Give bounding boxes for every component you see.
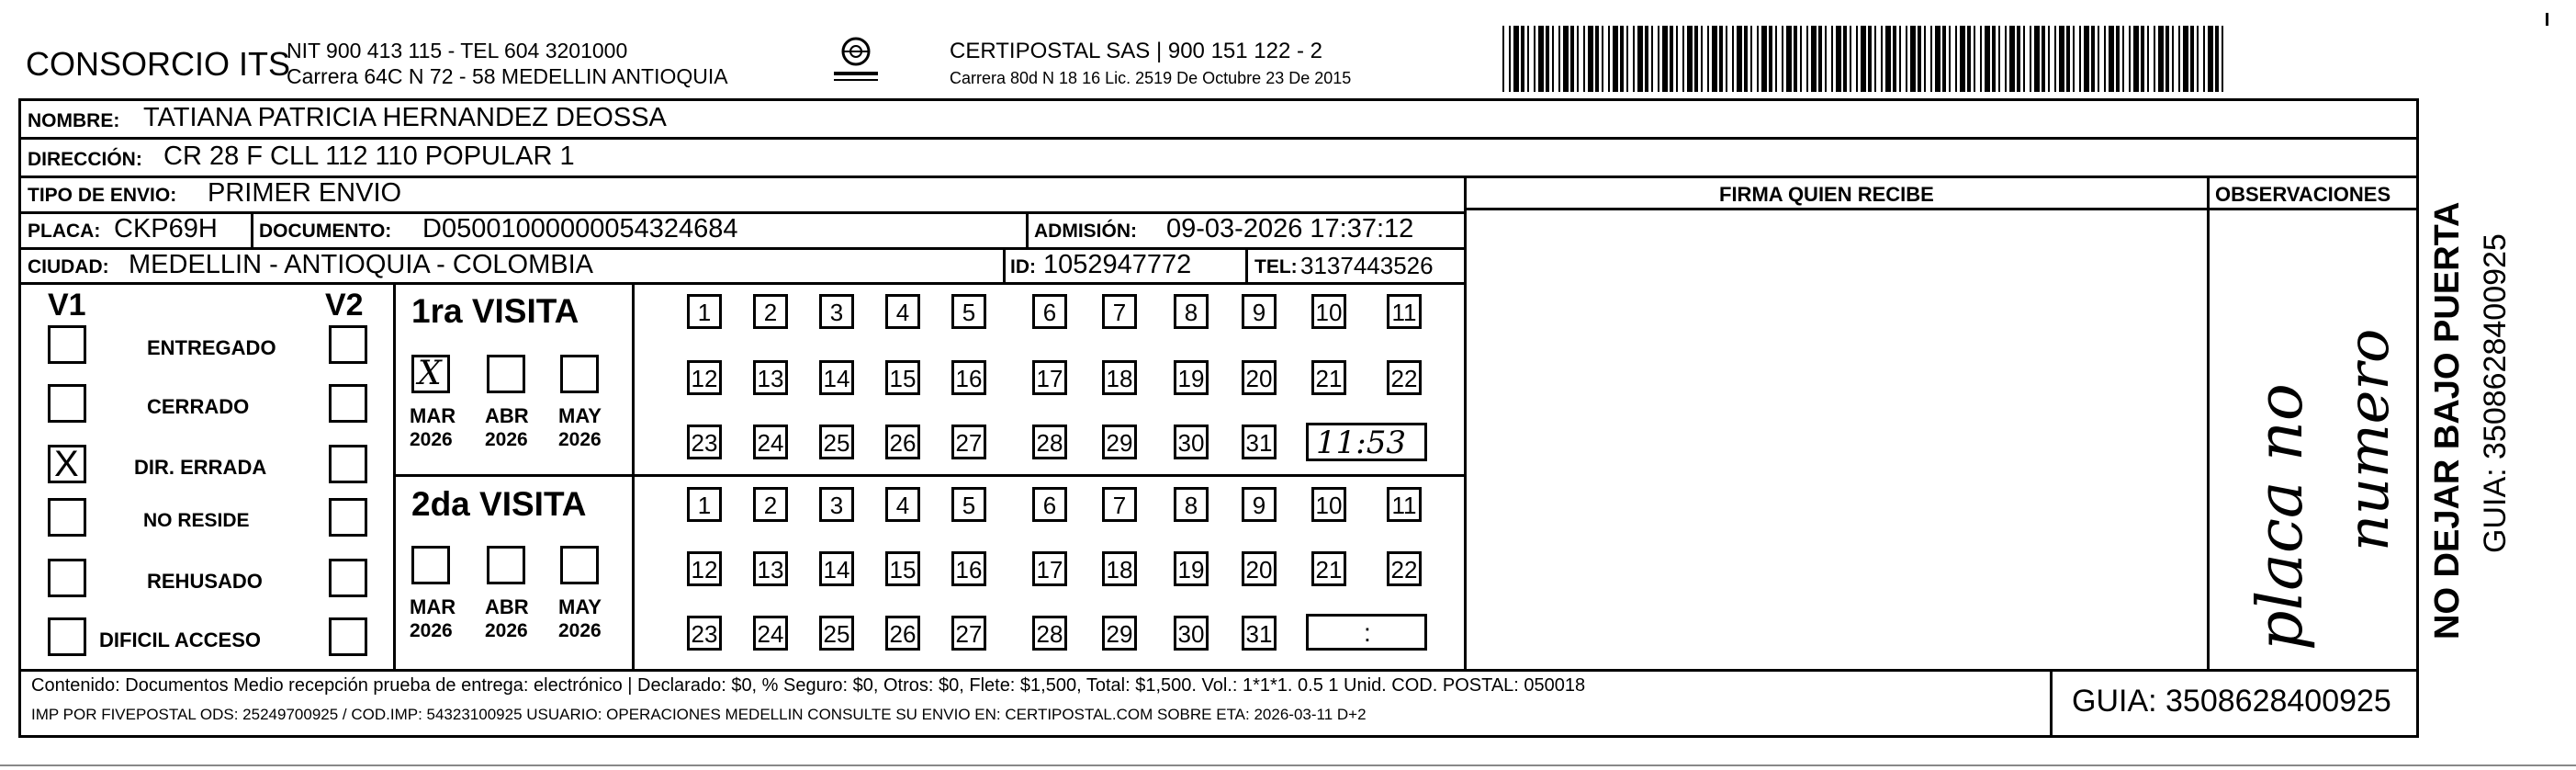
visit2-time-box	[1306, 614, 1427, 651]
visit1-day-box[interactable]: 10	[1311, 294, 1346, 329]
visit2-title: 2da VISITA	[411, 485, 587, 523]
visit1-day-box[interactable]: 26	[885, 425, 920, 459]
bottom-edge	[0, 764, 2576, 766]
col-divider	[1003, 247, 1006, 282]
plate-label: PLACA:	[28, 221, 101, 242]
document-label: DOCUMENTO:	[259, 221, 392, 242]
visit1-day-box[interactable]: 9	[1242, 294, 1277, 329]
name-label: NOMBRE:	[28, 110, 120, 131]
v2-checkbox[interactable]	[329, 498, 367, 537]
visit2-month-checkbox[interactable]	[560, 546, 599, 584]
visit2-month-label: MAR	[410, 595, 456, 618]
visit2-month-checkbox[interactable]	[411, 546, 450, 584]
row-divider	[18, 137, 2419, 140]
recipient-address: CR 28 F CLL 112 110 POPULAR 1	[163, 142, 575, 171]
visit1-day-box[interactable]: 25	[819, 425, 854, 459]
v1-header: V1	[48, 288, 86, 323]
visit2-day-box[interactable]: 13	[753, 551, 788, 586]
tel-label: TEL:	[1254, 256, 1298, 277]
visit1-day-box[interactable]: 17	[1032, 360, 1067, 395]
visit2-day-box[interactable]: 16	[951, 551, 986, 586]
visit2-day-box[interactable]: 6	[1032, 487, 1067, 522]
observation-note-1: placa no	[2244, 383, 2317, 651]
v1-checkbox[interactable]	[48, 617, 86, 656]
tel-value: 3137443526	[1300, 252, 1434, 279]
visit1-year-label: 2026	[410, 429, 453, 450]
carrier-address: Carrera 80d N 18 16 Lic. 2519 De Octubre 23 De 2015	[950, 69, 1352, 87]
v1-mark: X	[54, 444, 79, 484]
row-divider	[1464, 208, 2419, 210]
visit1-day-box[interactable]: 8	[1174, 294, 1209, 329]
visit1-month-checkbox[interactable]	[411, 355, 450, 393]
city-label: CIUDAD:	[28, 256, 109, 277]
visit2-day-box[interactable]: 18	[1102, 551, 1137, 586]
status-option: CERRADO	[147, 395, 250, 418]
status-option: NO RESIDE	[143, 510, 250, 531]
visit1-day-box[interactable]: 16	[951, 360, 986, 395]
document-value: D05001000000054324684	[422, 214, 738, 243]
visit1-day-box[interactable]: 5	[951, 294, 986, 329]
status-option: REHUSADO	[147, 570, 263, 593]
visit1-day-box[interactable]: 31	[1242, 425, 1277, 459]
visit1-month-checkbox[interactable]	[487, 355, 525, 393]
visit2-day-box[interactable]: 1	[687, 487, 722, 522]
visit2-day-box[interactable]: 2	[753, 487, 788, 522]
side-guide-number: GUIA: 3508628400925	[2478, 233, 2513, 553]
recipient-name: TATIANA PATRICIA HERNANDEZ DEOSSA	[143, 103, 667, 132]
row-divider	[18, 282, 1466, 285]
visit1-day-box[interactable]: 18	[1102, 360, 1137, 395]
certipostal-logo	[830, 33, 882, 88]
visit1-day-box[interactable]: 13	[753, 360, 788, 395]
v2-checkbox[interactable]	[329, 445, 367, 483]
visit2-year-label: 2026	[558, 620, 602, 641]
visit1-day-box[interactable]: 30	[1174, 425, 1209, 459]
visit1-day-box[interactable]: 23	[687, 425, 722, 459]
plate-value: CKP69H	[114, 214, 218, 243]
admission-value: 09-03-2026 17:37:12	[1166, 214, 1414, 243]
v1-checkbox[interactable]	[48, 559, 86, 597]
visit2-day-box[interactable]: 29	[1102, 616, 1137, 651]
visit2-day-box[interactable]: 21	[1311, 551, 1346, 586]
visit1-day-box[interactable]: 14	[819, 360, 854, 395]
visit2-year-label: 2026	[410, 620, 453, 641]
footer-divider	[18, 669, 2419, 672]
visit1-month-label: MAR	[410, 404, 456, 427]
visit1-month-label: ABR	[485, 404, 529, 427]
visit2-day-box[interactable]: 22	[1387, 551, 1422, 586]
visit1-day-box[interactable]: 27	[951, 425, 986, 459]
visit2-day-box[interactable]: 26	[885, 616, 920, 651]
col-divider	[2207, 176, 2210, 669]
visit2-day-box[interactable]: 23	[687, 616, 722, 651]
visit1-day-box[interactable]: 22	[1387, 360, 1422, 395]
visit1-day-box[interactable]: 2	[753, 294, 788, 329]
visit1-day-box[interactable]: 3	[819, 294, 854, 329]
status-option: ENTREGADO	[147, 336, 276, 359]
visit2-day-box[interactable]: 10	[1311, 487, 1346, 522]
col-divider	[1464, 176, 1467, 669]
company-name: CONSORCIO ITS	[26, 45, 291, 83]
status-option: DIFICIL ACCESO	[99, 628, 262, 651]
visit1-day-box[interactable]: 11	[1387, 294, 1422, 329]
company-nit-tel: NIT 900 413 115 - TEL 604 3201000	[287, 39, 628, 62]
visit1-day-box[interactable]: 15	[885, 360, 920, 395]
status-option: DIR. ERRADA	[134, 456, 267, 479]
visit2-day-box[interactable]: 9	[1242, 487, 1277, 522]
v1-checkbox[interactable]	[48, 445, 86, 483]
visit2-day-box[interactable]: 19	[1174, 551, 1209, 586]
visit2-day-box[interactable]: 25	[819, 616, 854, 651]
certipostal-logo-text	[830, 74, 868, 79]
visit2-day-box[interactable]: 12	[687, 551, 722, 586]
visit2-day-box[interactable]: 15	[885, 551, 920, 586]
visit1-month-checkbox[interactable]	[560, 355, 599, 393]
id-value: 1052947772	[1043, 250, 1192, 279]
corner-tick	[2546, 13, 2548, 26]
visit1-title: 1ra VISITA	[411, 292, 579, 330]
col-divider	[1026, 211, 1029, 247]
visit1-time: 11:53	[1316, 425, 1406, 461]
col-divider	[1245, 247, 1248, 282]
v2-checkbox[interactable]	[329, 617, 367, 656]
visit2-day-box[interactable]: 24	[753, 616, 788, 651]
visit2-day-box[interactable]: 7	[1102, 487, 1137, 522]
admission-label: ADMISIÓN:	[1034, 221, 1137, 242]
visit2-day-box[interactable]: 14	[819, 551, 854, 586]
company-address: Carrera 64C N 72 - 58 MEDELLIN ANTIOQUIA	[287, 64, 728, 88]
shipping-type: PRIMER ENVIO	[208, 178, 402, 208]
visit1-day-box[interactable]: 24	[753, 425, 788, 459]
col-divider	[251, 211, 253, 247]
receiver-signature-label: FIRMA QUIEN RECIBE	[1719, 183, 1934, 206]
visit1-year-label: 2026	[485, 429, 528, 450]
v2-header: V2	[325, 288, 364, 323]
visit2-day-box[interactable]: 8	[1174, 487, 1209, 522]
v2-checkbox[interactable]	[329, 559, 367, 597]
address-label: DIRECCIÓN:	[28, 149, 142, 170]
visit1-day-box[interactable]: 4	[885, 294, 920, 329]
v1-checkbox[interactable]	[48, 325, 86, 364]
visit2-day-box[interactable]: 5	[951, 487, 986, 522]
visit1-day-box[interactable]: 20	[1242, 360, 1277, 395]
visit2-day-box[interactable]: 20	[1242, 551, 1277, 586]
visit1-month-mark: X	[418, 355, 442, 392]
observation-note-2: numero	[2334, 328, 2402, 551]
visit1-day-box[interactable]: 12	[687, 360, 722, 395]
visit2-day-box[interactable]: 30	[1174, 616, 1209, 651]
visit1-time-box	[1306, 423, 1427, 461]
v2-checkbox[interactable]	[329, 384, 367, 423]
visit2-month-label: ABR	[485, 595, 529, 618]
carrier-name: CERTIPOSTAL SAS | 900 151 122 - 2	[950, 39, 1322, 63]
visit1-day-box[interactable]: 6	[1032, 294, 1067, 329]
visit1-day-box[interactable]: 21	[1311, 360, 1346, 395]
v1-checkbox[interactable]	[48, 498, 86, 537]
v2-checkbox[interactable]	[329, 325, 367, 364]
footer-guide: GUIA: 3508628400925	[2072, 684, 2391, 719]
shipping-type-label: TIPO DE ENVIO:	[28, 185, 177, 206]
visit1-day-box[interactable]: 7	[1102, 294, 1137, 329]
visit1-day-box[interactable]: 28	[1032, 425, 1067, 459]
visit1-day-box[interactable]: 1	[687, 294, 722, 329]
city-value: MEDELLIN - ANTIOQUIA - COLOMBIA	[129, 250, 593, 279]
visit2-day-box[interactable]: 31	[1242, 616, 1277, 651]
visit2-time: :	[1364, 618, 1371, 647]
footer-content-line: Contenido: Documentos Medio recepción prueba de entrega: electrónico | Declarado: $0, % Seguro: $0, Otros: $0, Flete: $1,500, Total: $1,500. Vol.: 1*1*1. 0.5 1 Unid. COD. POSTAL: 050018	[31, 675, 1586, 696]
visit2-day-box[interactable]: 27	[951, 616, 986, 651]
visit2-day-box[interactable]: 3	[819, 487, 854, 522]
observations-label: OBSERVACIONES	[2215, 183, 2391, 206]
visit2-day-box[interactable]: 11	[1387, 487, 1422, 522]
visit1-year-label: 2026	[558, 429, 602, 450]
barcode	[1502, 26, 2233, 92]
visit2-day-box[interactable]: 17	[1032, 551, 1067, 586]
visit2-month-label: MAY	[558, 595, 602, 618]
col-divider	[2050, 669, 2053, 738]
v1-checkbox[interactable]	[48, 384, 86, 423]
no-under-door-banner: NO DEJAR BAJO PUERTA	[2428, 201, 2467, 640]
visit2-day-box[interactable]: 28	[1032, 616, 1067, 651]
visit1-day-box[interactable]: 19	[1174, 360, 1209, 395]
footer-imp-line: IMP POR FIVEPOSTAL ODS: 25249700925 / COD.IMP: 54323100925 USUARIO: OPERACIONES MEDELLIN CONSULTE SU ENVIO EN: CERTIPOSTAL.COM SOBRE ETA: 2026-03-11 D+2	[31, 706, 1367, 723]
id-label: ID:	[1010, 256, 1036, 277]
visit1-month-label: MAY	[558, 404, 602, 427]
visit2-year-label: 2026	[485, 620, 528, 641]
visit-divider	[393, 474, 1466, 477]
visit1-day-box[interactable]: 29	[1102, 425, 1137, 459]
visit2-day-box[interactable]: 4	[885, 487, 920, 522]
visit2-month-checkbox[interactable]	[487, 546, 525, 584]
